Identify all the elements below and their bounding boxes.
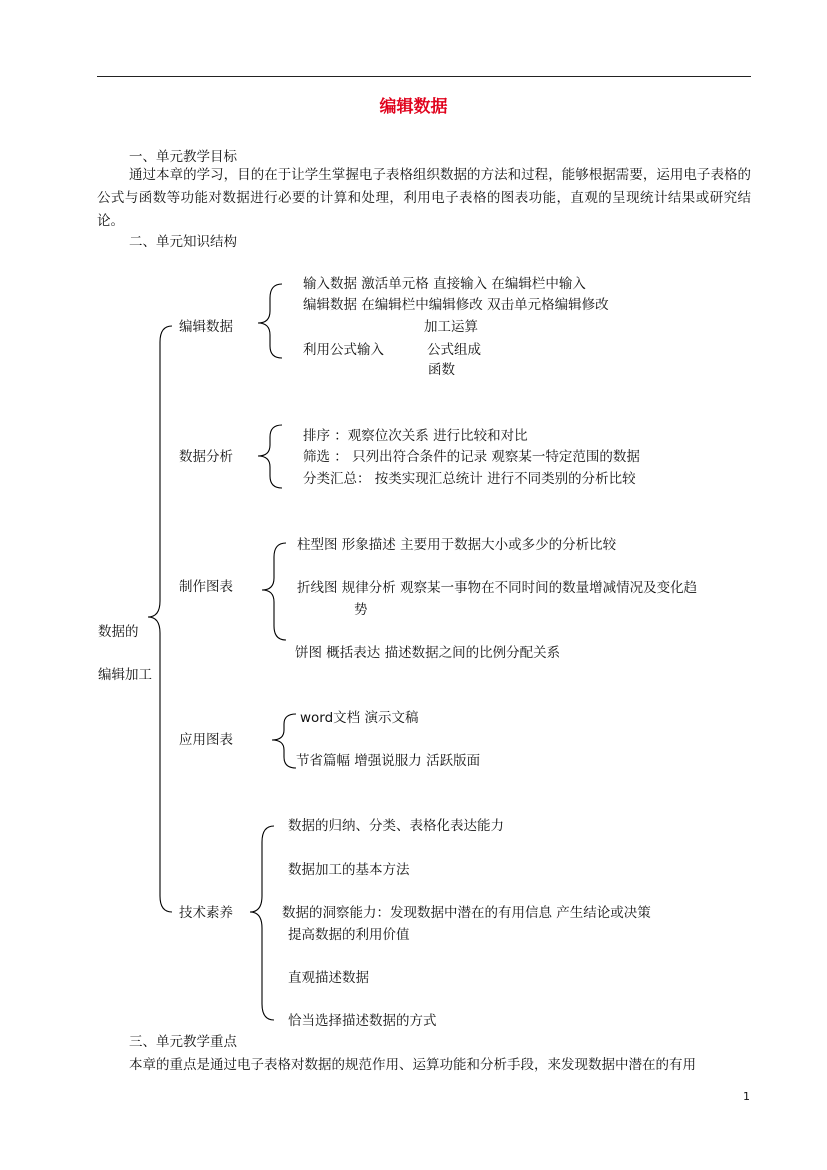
branch1-formula-item: 加工运算 [424, 319, 478, 335]
branch1-item: 输入数据 激活单元格 直接输入 在编辑栏中输入 [303, 276, 586, 292]
root-label-line1: 数据的 [98, 624, 139, 640]
section2-heading: 二、单元知识结构 [129, 234, 237, 250]
branch5-item: 恰当选择描述数据的方式 [288, 1013, 437, 1029]
section1-text: 通过本章的学习，目的在于让学生掌握电子表格组织数据的方法和过程，能够根据需要，运用电子表格的公式与函数等功能对数据进行必要的计算和处理，利用电子表格的图表功能，直观的呈现统计结果或研究结论。 [97, 167, 751, 229]
branch3-item: 饼图 概括表达 描述数据之间的比例分配关系 [295, 645, 561, 661]
branch5-item: 数据的洞察能力：发现数据中潜在的有用信息 产生结论或决策 [282, 905, 651, 921]
branch2-bracket [258, 425, 282, 488]
branch1-bracket [258, 284, 282, 358]
branch3-item: 柱型图 形象描述 主要用于数据大小或多少的分析比较 [297, 537, 617, 553]
branch2-item: 筛选 ： 只列出符合条件的记录 观察某一特定范围的数据 [303, 449, 640, 465]
branch5-bracket [250, 826, 274, 1020]
branch2-item: 排序 ：观察位次关系 进行比较和对比 [303, 428, 528, 444]
branch1-label: 编辑数据 [179, 319, 233, 335]
branch4-label: 应用图表 [179, 732, 233, 748]
section3-text: 本章的重点是通过电子表格对数据的规范作用、运算功能和分析手段，来发现数据中潜在的有用 [129, 1057, 696, 1073]
branch2-label: 数据分析 [179, 449, 233, 465]
branch3-item-wrap: 势 [354, 602, 368, 618]
root-label-line2: 编辑加工 [98, 667, 152, 683]
page-number: 1 [743, 1090, 750, 1103]
branch1-formula-item: 函数 [428, 362, 455, 378]
branch4-item: word文档 演示文稿 [300, 710, 419, 726]
branch1-formula-item: 公式组成 [427, 342, 481, 358]
branch1-item: 编辑数据 在编辑栏中编辑修改 双击单元格编辑修改 [303, 297, 609, 313]
branch5-item: 直观描述数据 [288, 970, 369, 986]
branch3-label: 制作图表 [179, 579, 233, 595]
branch1-formula-head: 利用公式输入 [303, 342, 384, 358]
main-bracket [148, 326, 172, 912]
section3-heading: 三、单元教学重点 [129, 1034, 237, 1050]
branch4-bracket [272, 714, 296, 768]
branch3-bracket [262, 543, 286, 640]
header-rule [97, 76, 751, 77]
branch3-item: 折线图 规律分析 观察某一事物在不同时间的数量增减情况及变化趋 [297, 580, 698, 596]
branch5-item: 提高数据的利用价值 [288, 927, 410, 943]
branch5-item: 数据加工的基本方法 [288, 862, 410, 878]
page-title: 编辑数据 [379, 97, 448, 117]
branch2-item: 分类汇总： 按类实现汇总统计 进行不同类别的分析比较 [303, 471, 636, 487]
branch4-item: 节省篇幅 增强说服力 活跃版面 [296, 753, 481, 769]
section1-heading: 一、单元教学目标 [129, 149, 237, 165]
branch5-item: 数据的归纳、分类、表格化表达能力 [288, 818, 504, 834]
branch5-label: 技术素养 [179, 905, 233, 921]
